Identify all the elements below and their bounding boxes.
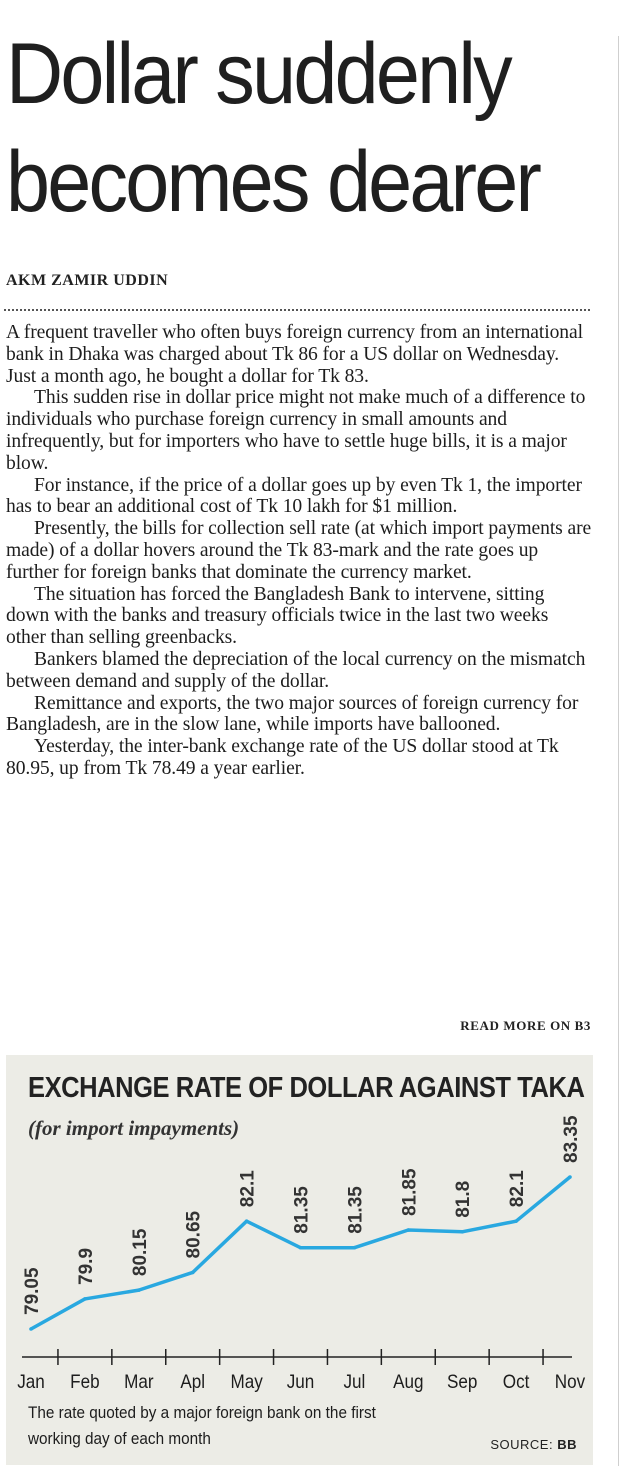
data-label: 80.15 bbox=[129, 1228, 151, 1277]
paragraph: This sudden rise in dollar price might not make much of a difference to individuals who purchase foreign currency in small amounts and infrequently, but for importers who have to settle huge bills, it is a major blow. bbox=[6, 387, 586, 474]
source-value: BB bbox=[557, 1437, 577, 1452]
x-tick-label: Jan bbox=[17, 1371, 45, 1393]
chart-subtitle: (for import impayments) bbox=[28, 1116, 240, 1140]
read-more-link[interactable]: READ MORE ON B3 bbox=[460, 1018, 591, 1033]
paragraph: For instance, if the price of a dollar goes up by even Tk 1, the importer has to bear an additional cost of Tk 10 lakh for $1 million. bbox=[6, 474, 582, 518]
chart-source bbox=[490, 1437, 577, 1452]
paragraph: Bankers blamed the depreciation of the local currency on the mismatch between demand and supply of the dollar. bbox=[6, 648, 586, 692]
x-tick-label: Oct bbox=[502, 1371, 530, 1393]
data-label: 83.35 bbox=[561, 1115, 582, 1163]
data-label: 79.9 bbox=[75, 1247, 97, 1285]
headline-line-1: Dollar suddenly bbox=[6, 26, 510, 122]
paragraph: A frequent traveller who often buys foreign currency from an international bank in Dhaka was charged about Tk 86 for a US dollar on Wednesday. Just a month ago, he bought a dollar for Tk 83. bbox=[6, 322, 583, 387]
column-rule bbox=[618, 36, 619, 1466]
headline-line-2: becomes dearer bbox=[6, 134, 540, 230]
x-tick-label: Nov bbox=[554, 1371, 586, 1393]
data-label: 81.85 bbox=[399, 1168, 421, 1217]
data-label: 80.65 bbox=[183, 1210, 205, 1259]
data-label: 81.35 bbox=[345, 1186, 367, 1234]
paragraph: Yesterday, the inter-bank exchange rate of the US dollar stood at Tk 80.95, up from Tk 78.49 a year earlier. bbox=[6, 736, 559, 779]
headline bbox=[6, 20, 558, 236]
x-tick-label: Apl bbox=[180, 1371, 206, 1393]
x-tick-label: Jul bbox=[343, 1371, 366, 1393]
data-label: 82.1 bbox=[507, 1170, 529, 1208]
paragraph: Presently, the bills for collection sell rate (at which import payments are made) of a dollar hovers around the Tk 83-mark and the rate goes up further for foreign banks that dominate the currency market. bbox=[6, 518, 592, 583]
x-tick-label: Jun bbox=[286, 1371, 315, 1393]
data-label: 81.8 bbox=[453, 1180, 475, 1218]
x-tick-label: Sep bbox=[446, 1371, 478, 1393]
article-body bbox=[6, 322, 592, 780]
x-tick-label: Mar bbox=[124, 1371, 154, 1393]
x-tick-label: May bbox=[230, 1371, 263, 1393]
x-tick-label: Feb bbox=[70, 1371, 100, 1393]
paragraph: Remittance and exports, the two major sources of foreign currency for Bangladesh, are in the slow lane, while imports have ballooned. bbox=[6, 692, 579, 736]
source-label: SOURCE: bbox=[490, 1437, 554, 1452]
x-tick-label: Aug bbox=[393, 1371, 424, 1393]
byline: AKM ZAMIR UDDIN bbox=[6, 272, 169, 289]
data-label: 79.05 bbox=[22, 1267, 43, 1315]
dotted-divider bbox=[4, 309, 590, 311]
data-label: 82.1 bbox=[237, 1170, 259, 1208]
paragraph: The situation has forced the Bangladesh Bank to intervene, sitting down with the banks and treasury officials twice in the last two weeks other than selling greenbacks. bbox=[6, 583, 549, 649]
chart-title: EXCHANGE RATE OF DOLLAR AGAINST TAKA bbox=[28, 1072, 585, 1104]
data-label: 81.35 bbox=[291, 1186, 313, 1234]
chart-footnote: The rate quoted by a major foreign bank on the first working day of each month bbox=[28, 1403, 376, 1448]
